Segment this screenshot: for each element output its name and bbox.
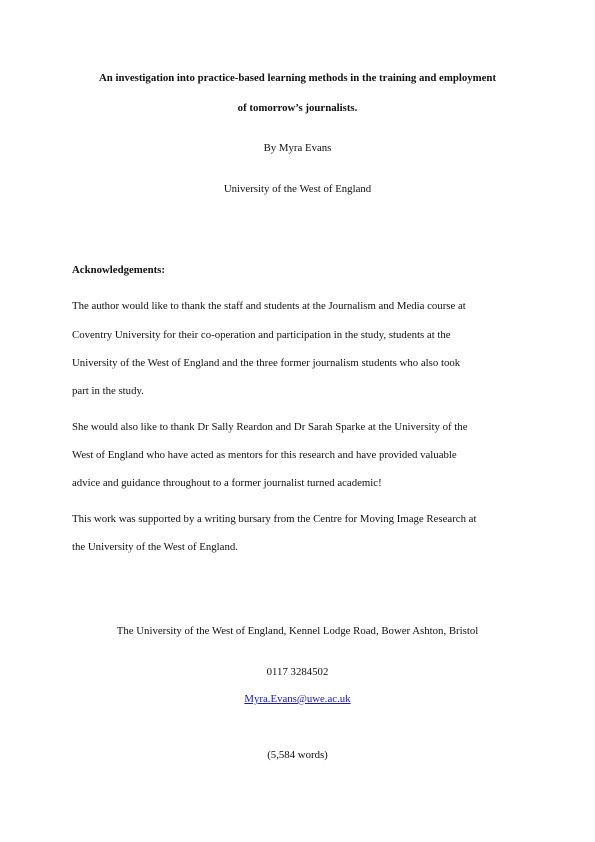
contact-address: The University of the West of England, Kennel Lodge Road, Bower Ashton, Bristol [116, 625, 479, 637]
contact-phone: 0117 3284502 [266, 666, 329, 678]
acknowledgements-heading: Acknowledgements: [72, 264, 165, 276]
ack-paragraph-2-line-3: advice and guidance throughout to a former journalist turned academic! [72, 477, 382, 489]
ack-paragraph-1-line-2: Coventry University for their co-operation and participation in the study, students at the [72, 329, 451, 341]
ack-paragraph-2-line-2: West of England who have acted as mentors for this research and have provided valuable [72, 449, 457, 461]
ack-paragraph-1-line-4: part in the study. [72, 385, 144, 397]
word-count: (5,584 words) [267, 749, 328, 761]
ack-paragraph-2-line-1: She would also like to thank Dr Sally Reardon and Dr Sarah Sparke at the University of the [72, 421, 468, 433]
contact-email-row [0, 694, 595, 705]
ack-paragraph-1-line-3: University of the West of England and the three former journalism students who also took [72, 357, 461, 369]
ack-paragraph-3-line-1: This work was supported by a writing bursary from the Centre for Moving Image Research at [72, 513, 477, 525]
ack-paragraph-1-line-1: The author would like to thank the staff and students at the Journalism and Media course at [72, 300, 466, 312]
author-affiliation: University of the West of England [223, 183, 372, 195]
title-line-1: An investigation into practice-based learning methods in the training and employment [98, 72, 497, 84]
title-line-2: of tomorrow’s journalists. [237, 102, 358, 114]
ack-paragraph-3-line-2: the University of the West of England. [72, 541, 238, 553]
author-byline: By Myra Evans [263, 142, 332, 154]
contact-email-link[interactable]: Myra.Evans@uwe.ac.uk [244, 693, 351, 705]
